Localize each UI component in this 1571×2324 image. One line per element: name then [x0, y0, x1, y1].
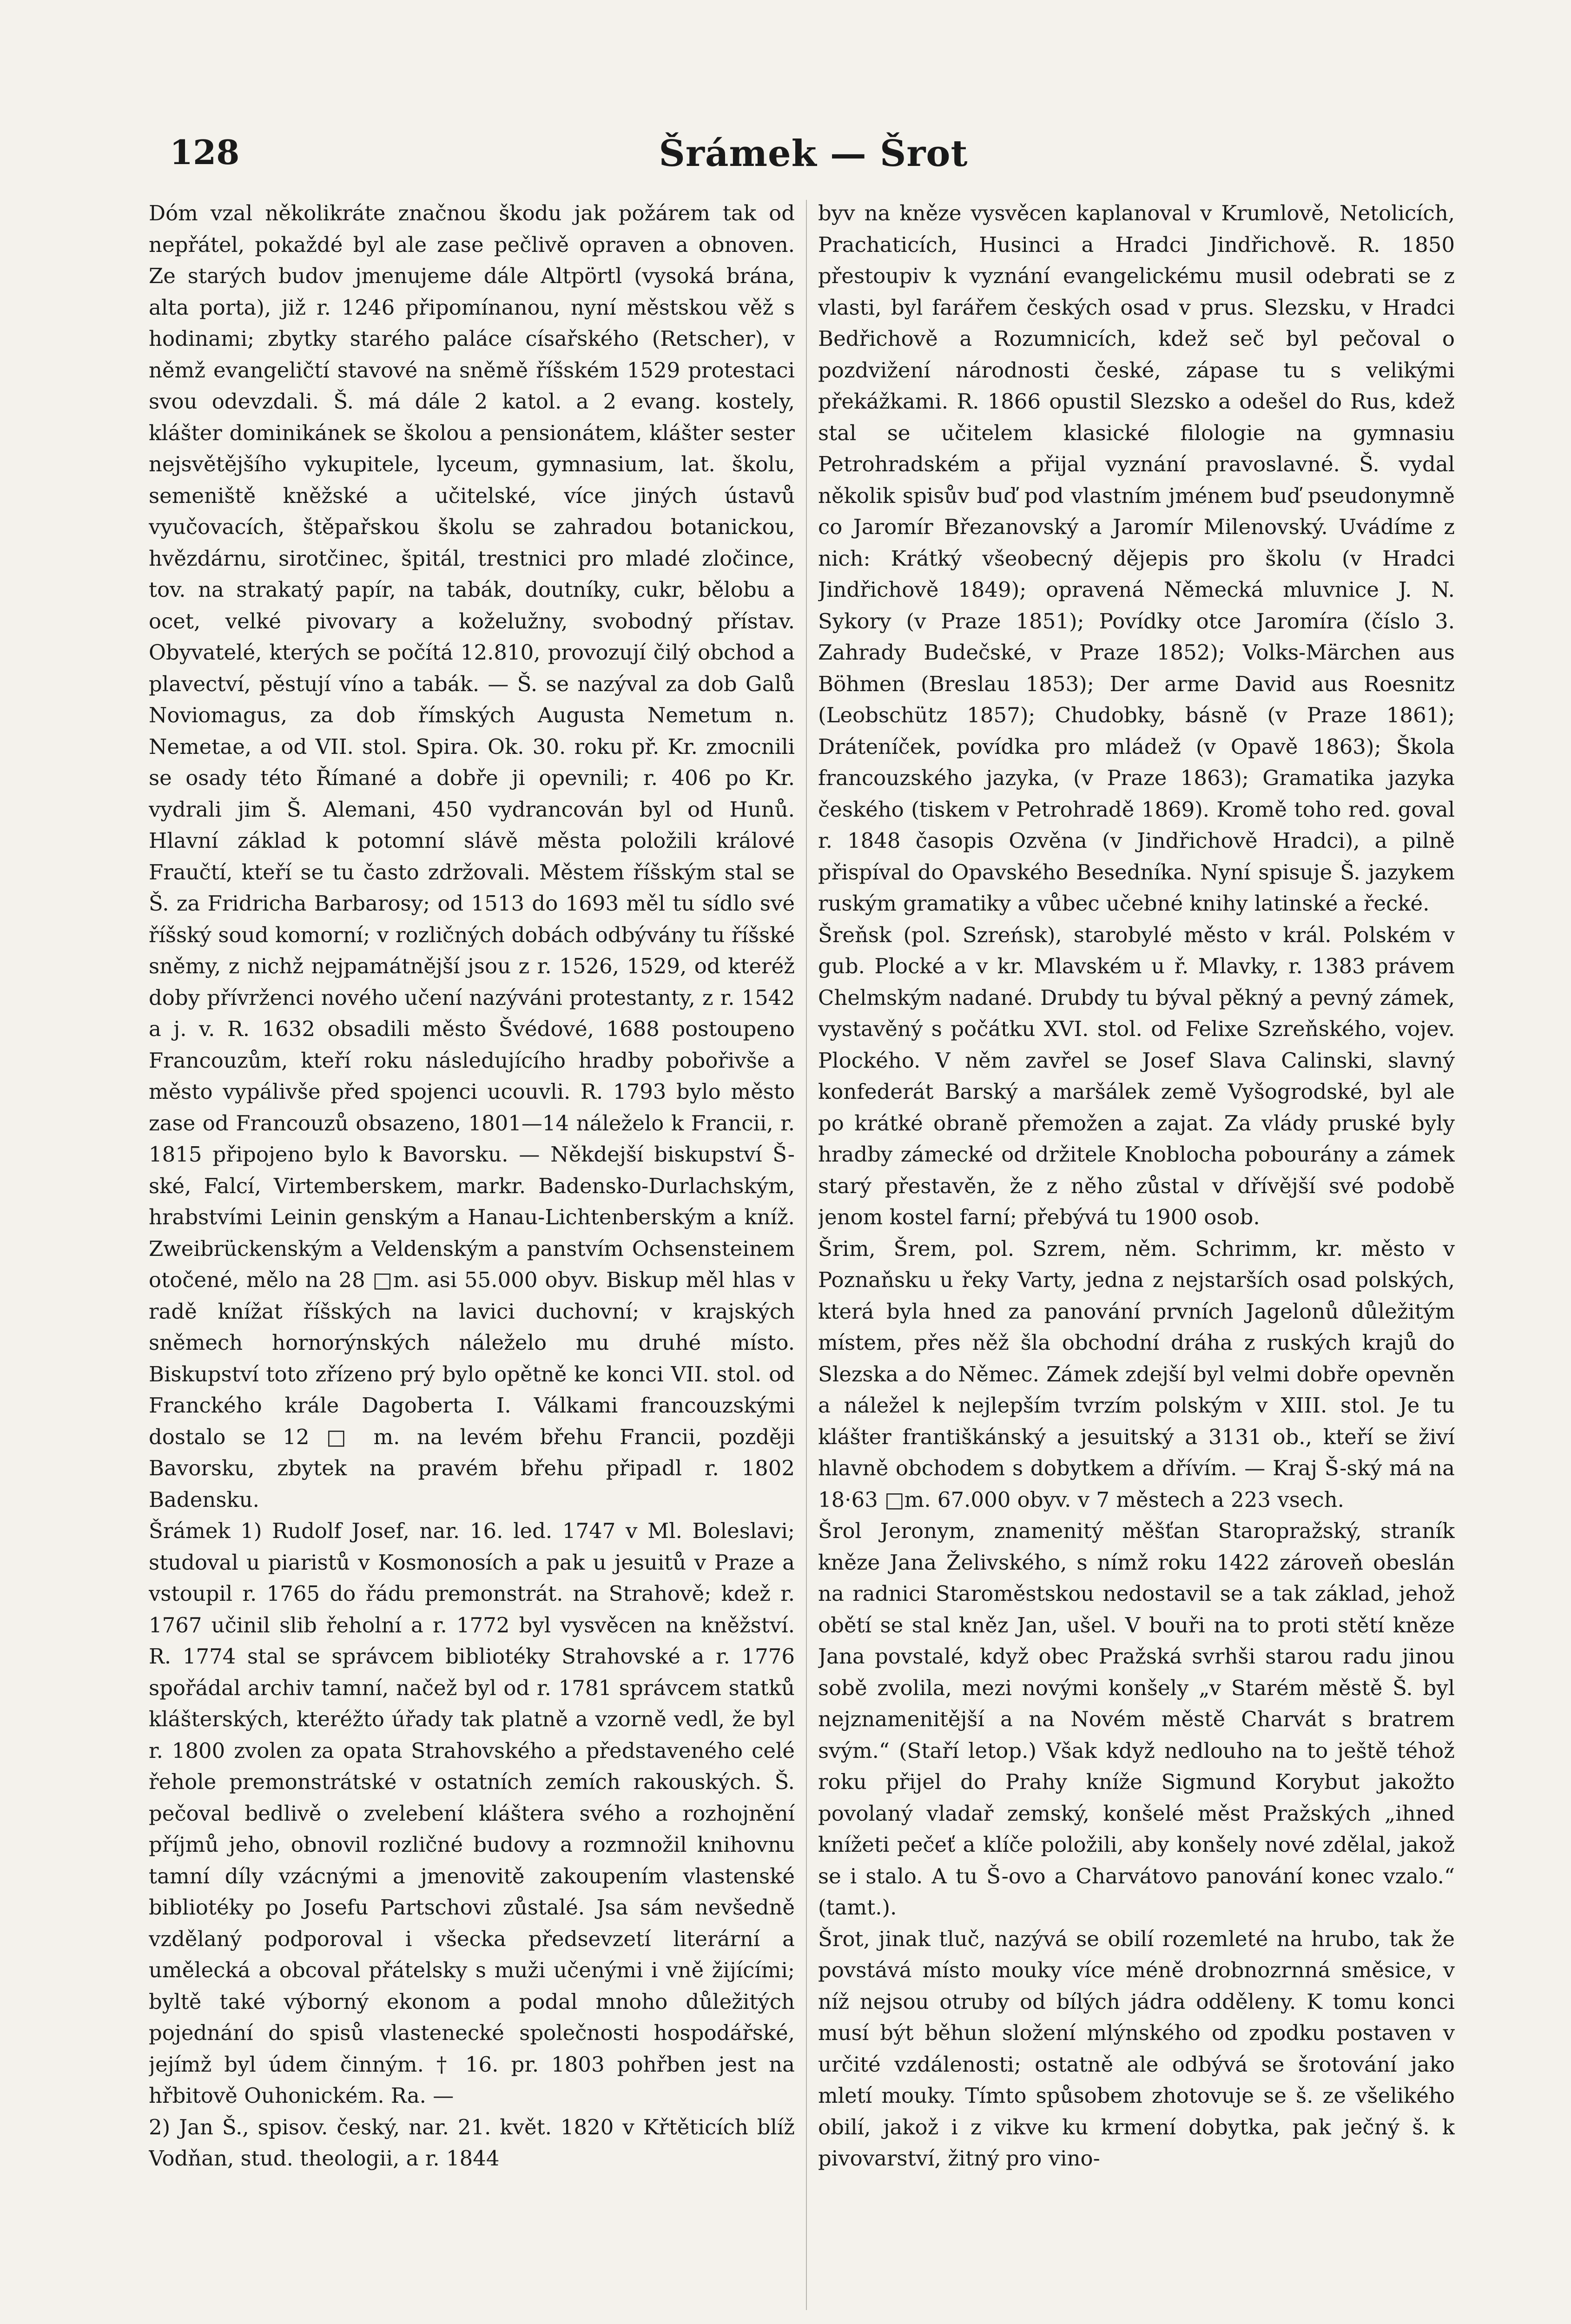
entry-sramek-1: Šrámek 1) Rudolf Josef, nar. 16. led. 1747 v Ml. Boleslavi; studoval u piaristů v Kosmonosích a pak u jesuitů v Praze a vstoupil r. 1765 do řádu premonstrát. na Strahově; kdež r. 1767 učinil slib řeholní a r. 1772 byl vysvěcen na kněžství. R. 1774 stal se správcem bibliotéky Strahovské a r. 1776 spořádal archiv tamní, načež byl od r. 1781 správcem statků klášterských, kteréžto úřady tak platně a vzorně vedl, že byl r. 1800 zvolen za opata Strahovského a představeného celé řehole premonstrátské v ostatních zemích rakouských. Š. pečoval bedlivě o zvelebení kláštera svého a rozhojnění příjmů jeho, obnovil rozličné budovy a rozmnožil knihovnu tamní díly vzácnými a jmenovitě zakoupením vlastenské bibliotéky po Josefu Partschovi zůstalé. Jsa sám nevšedně vzdělaný podporoval i všecka předsevzetí literární a umělecká a obcoval přátelsky s muži učenými i vně žijícími; byltě také výborný ekonom a podal mnoho důležitých pojednání do spisů vlastenecké společnosti hospodářské, jejímž byl údem činným. † 16. pr. 1803 pohřben jest na hřbitově Ouhonickém. Ra. —	[149, 1519, 795, 2108]
entry-srim: Šrim, Šrem, pol. Szrem, něm. Schrimm, kr. město v Poznaňsku u řeky Varty, jedna z nejstarších osad polských, která byla hned za panování prvních Jagelonů důležitým místem, přes něž šla obchodní dráha z ruských krajů do Slezska a do Němec. Zámek zdejší byl velmi dobře opevněn a náležel k nejlepším tvrzím polským v XIII. stol. Je tu klášter františkánský a jesuitský a 3131 ob., kteří se živí hlavně obchodem s dobytkem a dřívím. — Kraj Š-ský má na 18·63 □m. 67.000 obyv. v 7 městech a 223 vsech.	[818, 1236, 1455, 1512]
entry-sramek-2-continuation: byv na kněze vysvěcen kaplanoval v Krumlově, Netolicích, Prachaticích, Husinci a Hradci Jindřichově. R. 1850 přestoupiv k vyznání evangelickému musil odebrati se z vlasti, byl farářem českých osad v prus. Slezsku, v Hradci Bedřichově a Rozumnicích, kdež seč byl pečoval o pozdvižení národnosti české, zápase tu s velikými překážkami. R. 1866 opustil Slezsko a odešel do Rus, kdež stal se učitelem klasické filologie na gymnasiu Petrohradském a přijal vyznání pravoslavné. Š. vydal několik spisův buď pod vlastním jménem buď pseudonymně co Jaromír Březanovský a Jaromír Milenovský. Uvádíme z nich: Krátký všeobecný dějepis pro školu (v Hradci Jindřichově 1849); opravená Německá mluvnice J. N. Sykory (v Praze 1851); Povídky otce Jaromíra (číslo 3. Zahrady Budečské, v Praze 1852); Volks-Märchen aus Böhmen (Breslau 1853); Der arme David aus Roesnitz (Leobschütz 1857); Chudobky, básně (v Praze 1861); Dráteníček, povídka pro mládež (v Opavě 1863); Škola francouzského jazyka, (v Praze 1863); Gramatika jazyka českého (tiskem v Petrohradě 1869). Kromě toho red. goval r. 1848 časopis Ozvěna (v Jindřichově Hradci), a pilně přispíval do Opavského Besedníka. Nyní spisuje Š. jazykem ruským gramatiky a vůbec učebné knihy latinské a řecké.	[818, 201, 1455, 916]
page-number: 128	[170, 132, 240, 172]
entry-srol: Šrol Jeronym, znamenitý měšťan Staropražský, straník kněze Jana Želivského, s nímž roku 1422 zároveň obeslán na radnici Staroměstskou nedostavil se a tak základ, jehož obětí se stal kněz Jan, ušel. V bouři na to proti stětí kněze Jana povstalé, když obec Pražská svrhši starou radu jinou sobě zvolila, mezi novými konšely „v Starém městě Š. byl nejznamenitější a na Novém městě Charvát s bratrem svým.“ (Staří letop.) Však když nedlouho na to ještě téhož roku přijel do Prahy kníže Sigmund Korybut jakožto povolaný vladař zemský, konšelé měst Pražských „ihned knížeti pečeť a klíče položili, aby konšely nové zdělal, jakož se i stalo. A tu Š-ovo a Charvátovo panování konec vzalo.“ (tamt.).	[818, 1519, 1455, 1920]
entry-sramek-2-start: 2) Jan Š., spisov. český, nar. 21. květ. 1820 v Křtěticích blíž Vodňan, stud. theologii, a r. 1844	[149, 2114, 795, 2171]
right-column	[818, 198, 1455, 2317]
running-head-title: Šrámek — Šrot	[659, 132, 968, 175]
entry-srot: Šrot, jinak tluč, nazývá se obilí rozemleté na hrubo, tak že povstává místo mouky více méně drobnozrnná směsice, v níž nejsou otruby od bílých jádra odděleny. K tomu konci musí být běhun složení mlýnského od zpodku postaven v určité vzdálenosti; ostatně ale odbývá se šrotování jako mletí mouky. Tímto spůsobem zhotovuje se š. ze všelikého obilí, jakož i z vikve ku krmení dobytka, pak ječný š. k pivovarství, žitný pro vino-	[818, 1926, 1455, 2171]
entry-speyer-continuation: Dóm vzal několikráte značnou škodu jak požárem tak od nepřátel, pokaždé byl ale zase pečlivě opraven a obnoven. Ze starých budov jmenujeme dále Altpörtl (vysoká brána, alta porta), již r. 1246 připomínanou, nyní městskou věž s hodinami; zbytky starého paláce císařského (Retscher), v němž evangeličtí stavové na sněmě říšském 1529 protestaci svou odevzdali. Š. má dále 2 katol. a 2 evang. kostely, klášter dominikánek se školou a pensionátem, klášter sester nejsvětějšího vykupitele, lyceum, gymnasium, lat. školu, semeniště kněžské a učitelské, více jiných ústavů vyučovacích, štěpařskou školu se zahradou botanickou, hvězdárnu, sirotčinec, špitál, trestnici pro mladé zločince, tov. na strakatý papír, na tabák, doutníky, cukr, bělobu a ocet, velké pivovary a koželužny, svobodný přístav. Obyvatelé, kterých se počítá 12.810, provozují čilý obchod a plavectví, pěstují víno a tabák. — Š. se nazýval za dob Galů Noviomagus, za dob římských Augusta Nemetum n. Nemetae, a od VII. stol. Spira. Ok. 30. roku př. Kr. zmocnili se osady této Římané a dobře ji opevnili; r. 406 po Kr. vydrali jim Š. Alemani, 450 vydrancován byl od Hunů. Hlavní základ k potomní slávě města položili králové Fraučtí, kteří se tu často zdržovali. Městem říšským stal se Š. za Fridricha Barbarosy; od 1513 do 1693 měl tu sídlo své říšský soud komorní; v rozličných dobách odbývány tu říšské sněmy, z nichž nejpamátnější jsou z r. 1526, 1529, od kteréž doby přívrženci nového učení nazýváni protestanty, z r. 1542 a j. v. R. 1632 obsadili město Švédové, 1688 postoupeno Francouzům, kteří roku následujícího hradby pobořivše a město vypálivše před spojenci ucouvli. R. 1793 bylo město zase od Francouzů obsazeno, 1801—14 náleželo k Francii, r. 1815 připojeno bylo k Bavorsku. — Někdejší biskupství Š-ské, Falcí, Virtemberskem, markr. Badensko-Durlachským, hrabstvími Leinin genským a Hanau-Lichtenberským a kníž. Zweibrückenským a Veldenským a panstvím Ochsensteinem otočené, mělo na 28 □m. asi 55.000 obyv. Biskup měl hlas v radě knížat říšských na lavici duchovní; v krajských sněmech hornorýnských náleželo mu druhé místo. Biskupství toto zřízeno prý bylo opětně ke konci VII. stol. od Franckého krále Dagoberta I. Válkami francouzskými dostalo se 12 □ m. na levém břehu Francii, později Bavorsku, zbytek na pravém břehu připadl r. 1802 Badensku.	[149, 201, 795, 1512]
left-column	[149, 198, 795, 2317]
entry-srensk: Šreňsk (pol. Szreńsk), starobylé město v král. Polském v gub. Plocké a v kr. Mlavském u ř. Mlavky, r. 1383 právem Chelmským nadané. Drubdy tu býval pěkný a pevný zámek, vystavěný s počátku XVI. stol. od Felixe Szreňského, vojev. Plockého. V něm zavřel se Josef Slava Calinski, slavný konfederát Barský a maršálek země Vyšogrodské, byl ale po krátké obraně přemožen a zajat. Za vlády pruské byly hradby zámecké od držitele Knoblocha pobourány a zámek starý přestavěn, že z něho zůstal v dřívější své podobě jenom kostel farní; přebývá tu 1900 osob.	[818, 922, 1455, 1229]
column-divider	[806, 200, 807, 2310]
running-head	[170, 132, 1457, 184]
